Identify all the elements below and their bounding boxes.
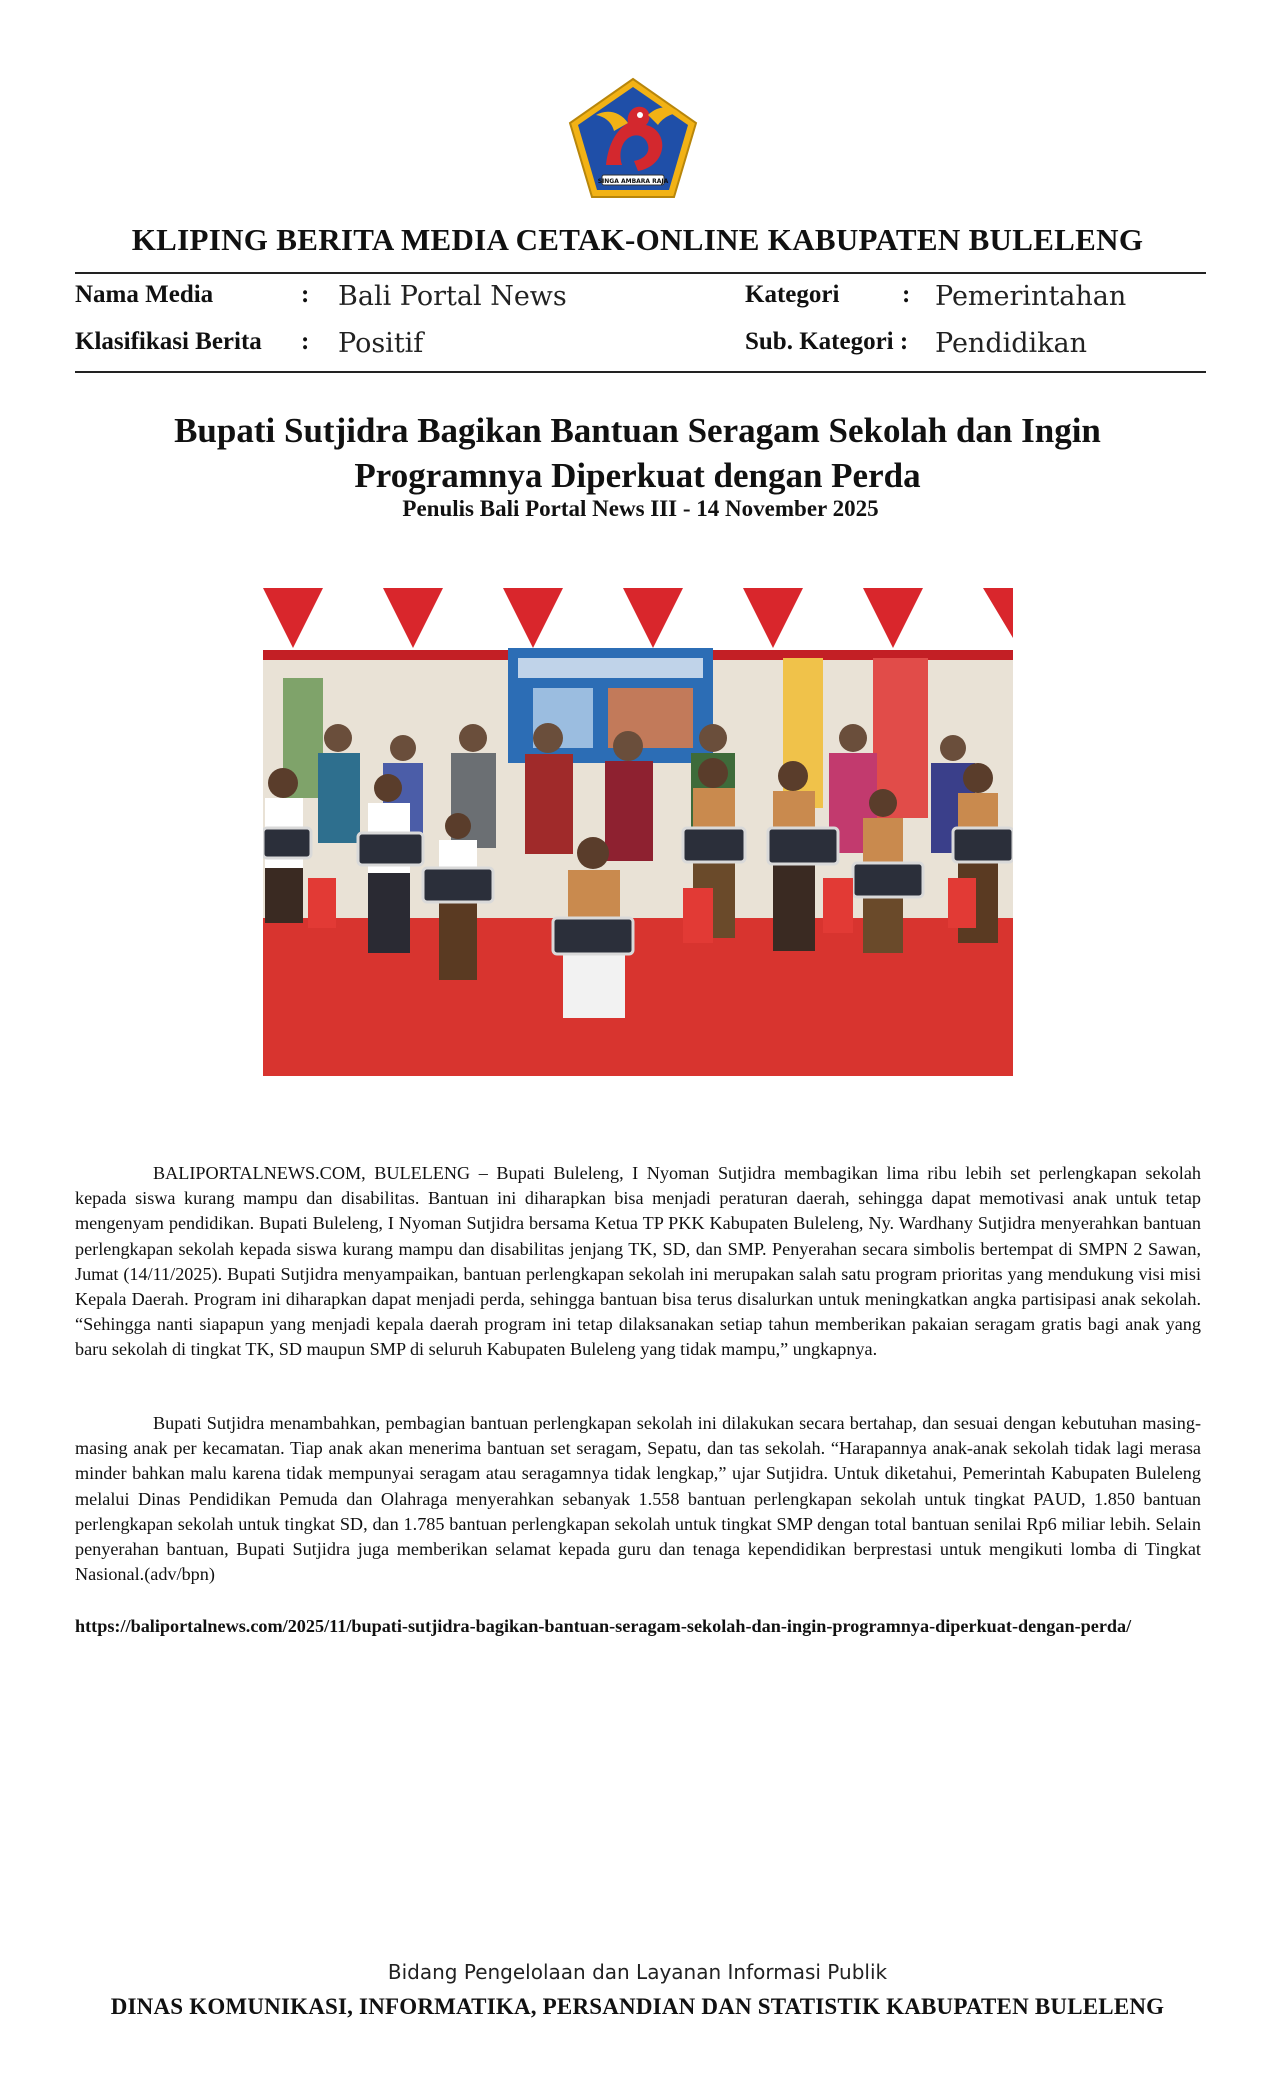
classification-value: Positif (338, 328, 424, 359)
article-paragraph-2: Bupati Sutjidra menambahkan, pembagian bantuan perlengkapan sekolah ini dilakukan secara bertahap, dan sesuai dengan kebutuhan masing-masing anak per kecamatan. Tiap anak akan menerima bantuan set seragam, Sepatu, dan tas sekolah. “Harapannya anak-anak sekolah tidak lagi merasa minder bahkan malu karena tidak mempunyai seragam atau seragamnya tidak lengkap,” ujar Sutjidra. Untuk diketahui, Pemerintah Kabupaten Buleleng melalui Dinas Pendidikan Pemuda dan Olahraga menyerahkan sebanyak 1.558 bantuan perlengkapan sekolah untuk tingkat PAUD, 1.850 bantuan perlengkapan sekolah untuk tingkat SD, dan 1.785 bantuan perlengkapan sekolah untuk tingkat SMP dengan total bantuan senilai Rp6 miliar lebih. Selain penyerahan bantuan, Bupati Sutjidra juga memberikan selamat kepada guru dan tenaga kependidikan berprestasi untuk mengikuti lomba di Tingkat Nasional.(adv/bpn) (75, 1413, 1201, 1585)
classification-colon: : (301, 328, 310, 355)
divider-top (75, 272, 1206, 274)
media-colon: : (301, 281, 310, 308)
subcategory-label: Sub. Kategori : (745, 328, 909, 355)
article-title: Bupati Sutjidra Bagikan Bantuan Seragam Sekolah dan Ingin Programnya Diperkuat dengan Perda (174, 411, 1101, 495)
category-value: Pemerintahan (935, 281, 1127, 312)
divider-bottom (75, 371, 1206, 373)
article-byline: Penulis Bali Portal News III - 14 November 2025 (402, 496, 879, 521)
subcategory-value: Pendidikan (935, 328, 1088, 359)
category-colon: : (902, 281, 911, 308)
media-value: Bali Portal News (338, 281, 567, 312)
category-label: Kategori (745, 281, 840, 308)
media-label: Nama Media (75, 281, 214, 308)
article-paragraph-1: BALIPORTALNEWS.COM, BULELENG – Bupati Buleleng, I Nyoman Sutjidra membagikan lima ribu lebih set perlengkapan sekolah kepada siswa kurang mampu dan disabilitas. Bantuan ini diharapkan bisa menjadi peraturan daerah, sehingga dapat memotivasi anak untuk tetap mengenyam pendidikan. Bupati Buleleng, I Nyoman Sutjidra bersama Ketua TP PKK Kabupaten Buleleng, Ny. Wardhany Sutjidra menyerahkan bantuan perlengkapan sekolah kepada siswa kurang mampu dan disabilitas jenjang TK, SD, dan SMP. Penyerahan secara simbolis bertempat di SMPN 2 Sawan, Jumat (14/11/2025). Bupati Sutjidra menyampaikan, bantuan perlengkapan sekolah ini merupakan salah satu program prioritas yang mendukung visi misi Kepala Daerah. Program ini diharapkan dapat menjadi perda, sehingga bantuan bisa terus disalurkan untuk meningkatkan angka partisipasi anak sekolah. “Sehingga nanti siapapun yang menjadi kepala daerah program ini tetap dilaksanakan setiap tahun memberikan pakaian seragam gratis bagi anak yang baru sekolah di tingkat TK, SD maupun SMP di seluruh Kabupaten Buleleng yang tidak mampu,” ungkapnya. (75, 1163, 1201, 1360)
event-photo (263, 588, 1013, 1076)
footer-agency: DINAS KOMUNIKASI, INFORMATIKA, PERSANDIAN DAN STATISTIK KABUPATEN BULELENG (110, 1994, 1165, 2019)
source-link[interactable]: https://baliportalnews.com/2025/11/bupati-sutjidra-bagikan-bantuan-seragam-sekolah-dan-ingin-programnya-diperkuat-dengan-perda/ (75, 1616, 1132, 1636)
classification-label: Klasifikasi Berita (75, 328, 262, 355)
logo-motto: SINGA AMBARA RAJA (597, 178, 669, 185)
page-title: KLIPING BERITA MEDIA CETAK-ONLINE KABUPATEN BULELENG (131, 222, 1144, 257)
footer-department: Bidang Pengelolaan dan Layanan Informasi Publik (387, 1960, 888, 1984)
regency-crest-icon (566, 75, 700, 201)
